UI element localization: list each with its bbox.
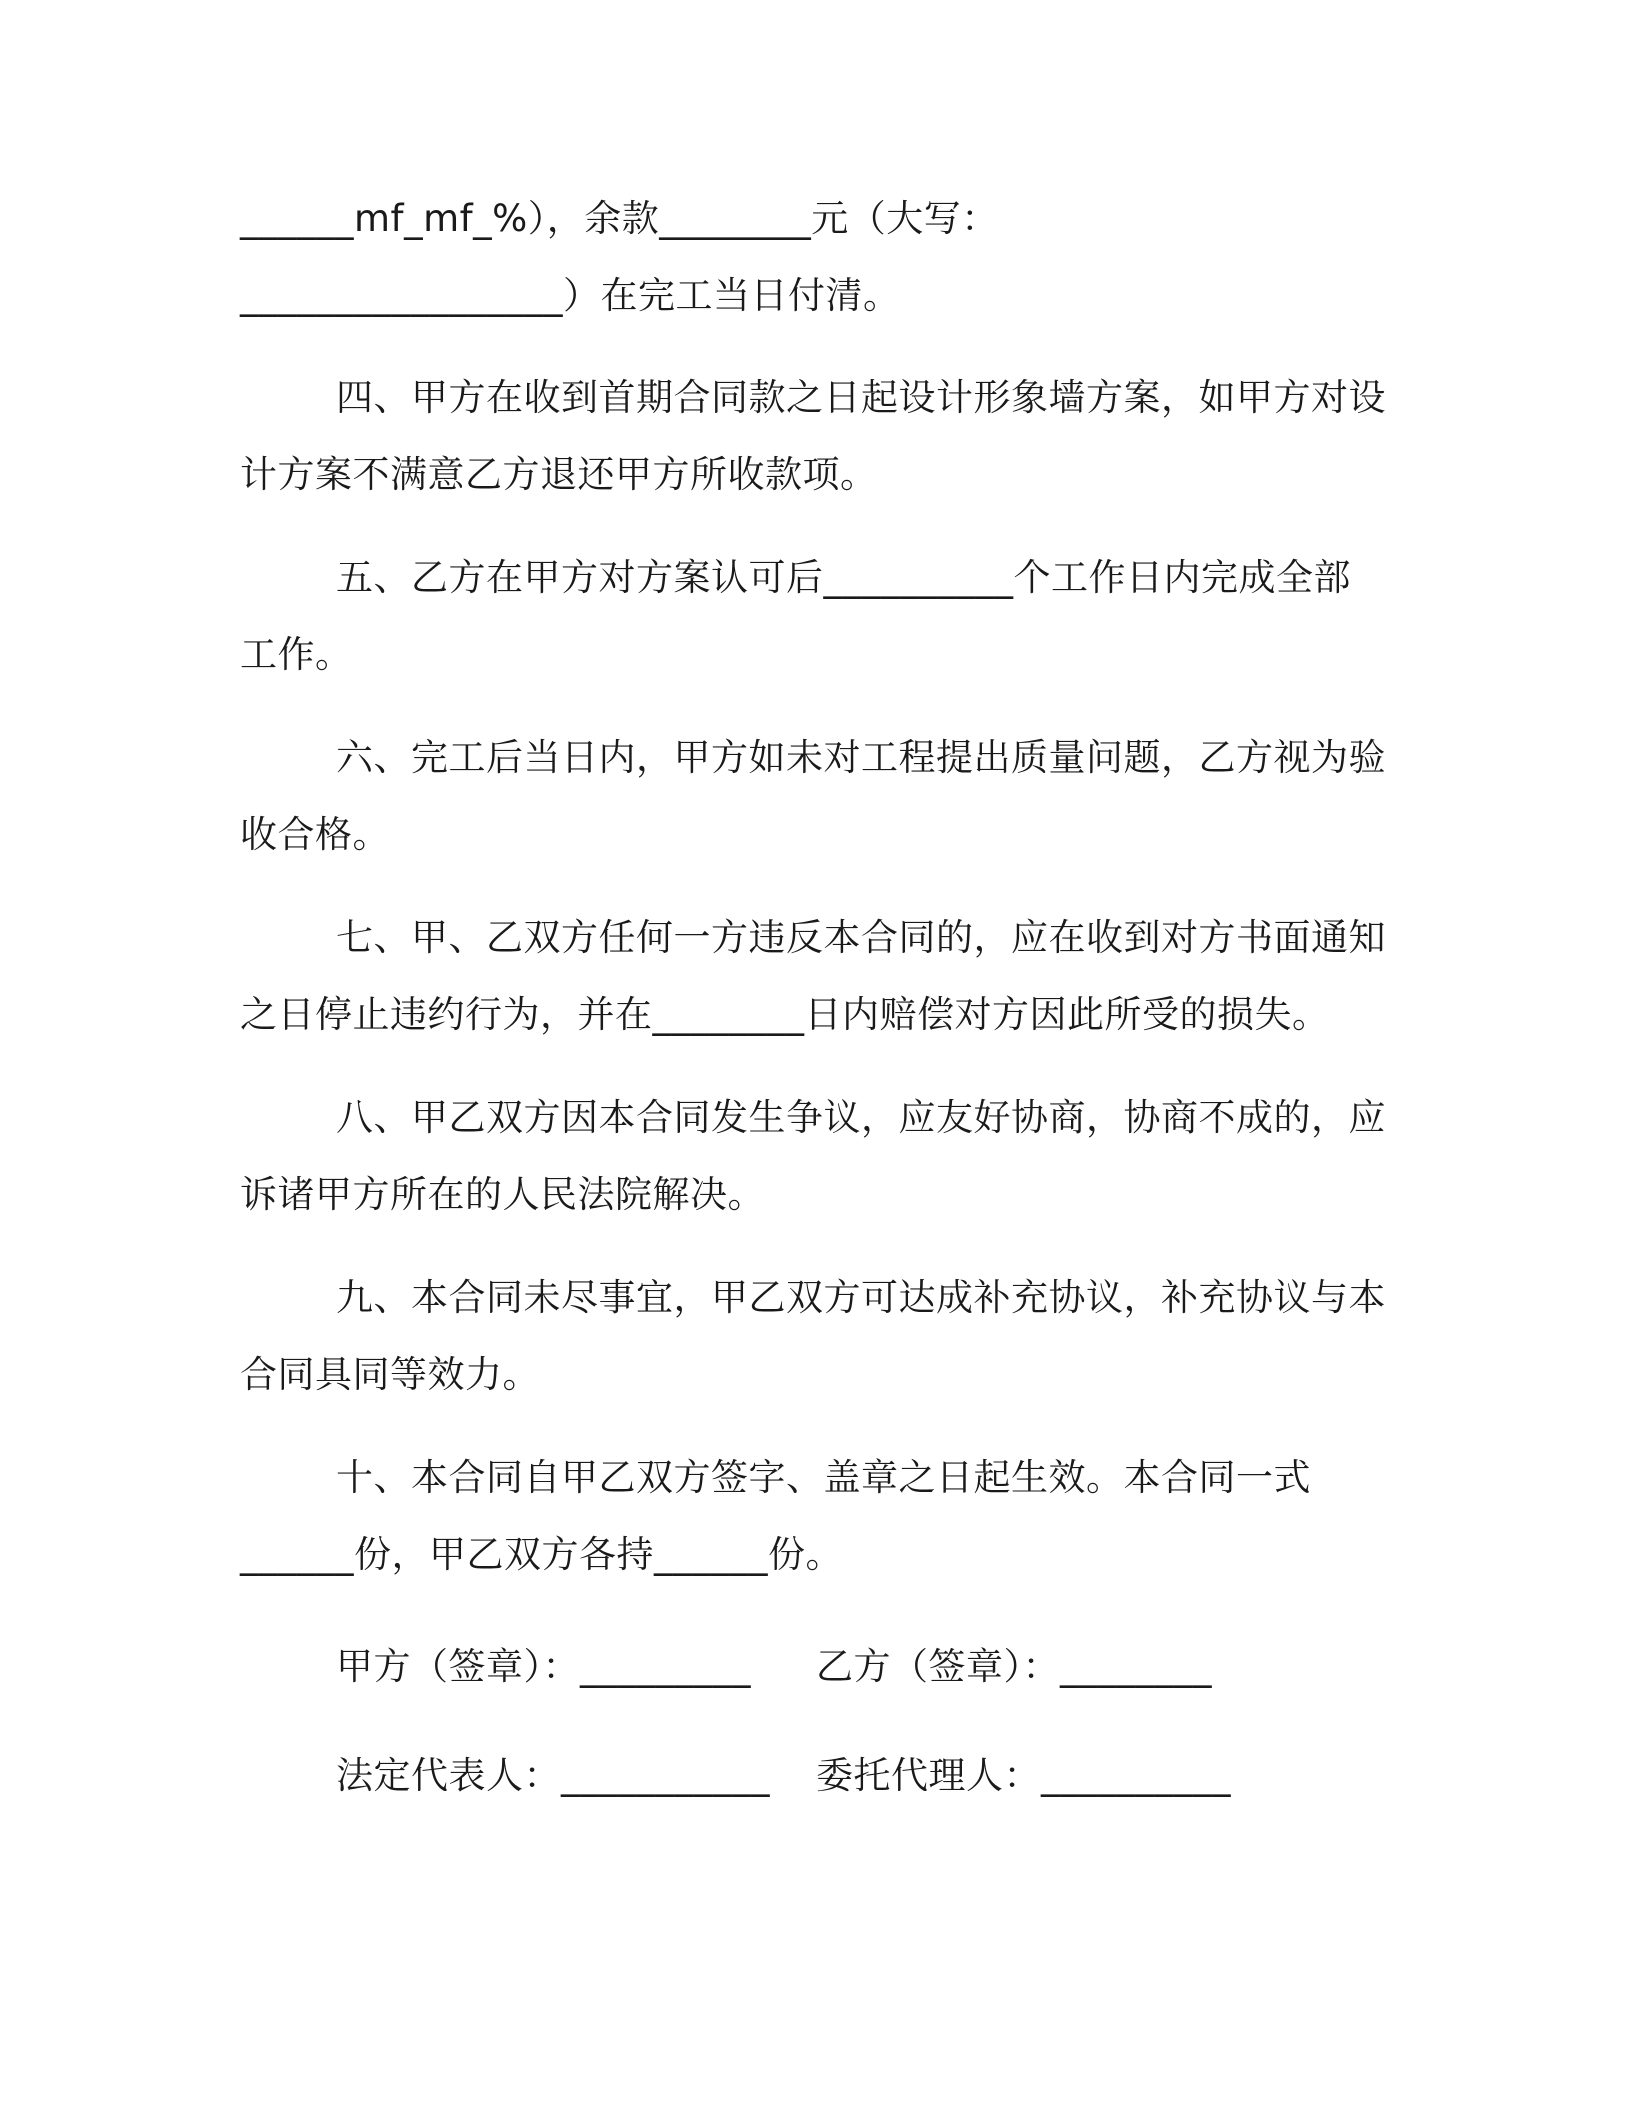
- clause-5-line-2: 工作。: [240, 633, 353, 676]
- clause-9-line-1: 九、本合同未尽事宜，甲乙双方可达成补充协议，补充协议与本: [336, 1276, 1386, 1319]
- clause-9-line-2: 合同具同等效力。: [240, 1353, 540, 1396]
- legal-representative: 法定代表人：___________: [336, 1754, 770, 1797]
- clause-7-line-2: 之日停止违约行为，并在________日内赔偿对方因此所受的损失。: [240, 993, 1330, 1036]
- party-a-signature: 甲方（签章）：_________: [336, 1645, 751, 1688]
- clause-5-line-1: 五、乙方在甲方对方案认可后__________个工作日内完成全部: [336, 556, 1351, 599]
- clause-6-line-2: 收合格。: [240, 813, 390, 856]
- clause-8-line-2: 诉诸甲方所在的人民法院解决。: [240, 1173, 765, 1216]
- clause-10-line-2: ______份，甲乙双方各持______份。: [240, 1533, 843, 1576]
- clause-6-line-1: 六、完工后当日内，甲方如未对工程提出质量问题，乙方视为验: [336, 736, 1386, 779]
- clause-7-line-1: 七、甲、乙双方任何一方违反本合同的，应在收到对方书面通知: [336, 916, 1386, 959]
- party-b-signature: 乙方（签章）：________: [816, 1645, 1212, 1688]
- authorized-agent: 委托代理人：__________: [816, 1754, 1231, 1797]
- clause-4-line-1: 四、甲方在收到首期合同款之日起设计形象墙方案，如甲方对设: [336, 376, 1386, 419]
- clause-8-line-1: 八、甲乙双方因本合同发生争议，应友好协商，协商不成的，应: [336, 1096, 1386, 1139]
- payment-terms-line-2: _________________）在完工当日付清。: [240, 274, 901, 317]
- payment-terms-line-1: ______mf_mf_%），余款________元（大写：: [240, 197, 999, 240]
- clause-4-line-2: 计方案不满意乙方退还甲方所收款项。: [240, 453, 878, 496]
- clause-10-line-1: 十、本合同自甲乙双方签字、盖章之日起生效。本合同一式: [336, 1456, 1311, 1499]
